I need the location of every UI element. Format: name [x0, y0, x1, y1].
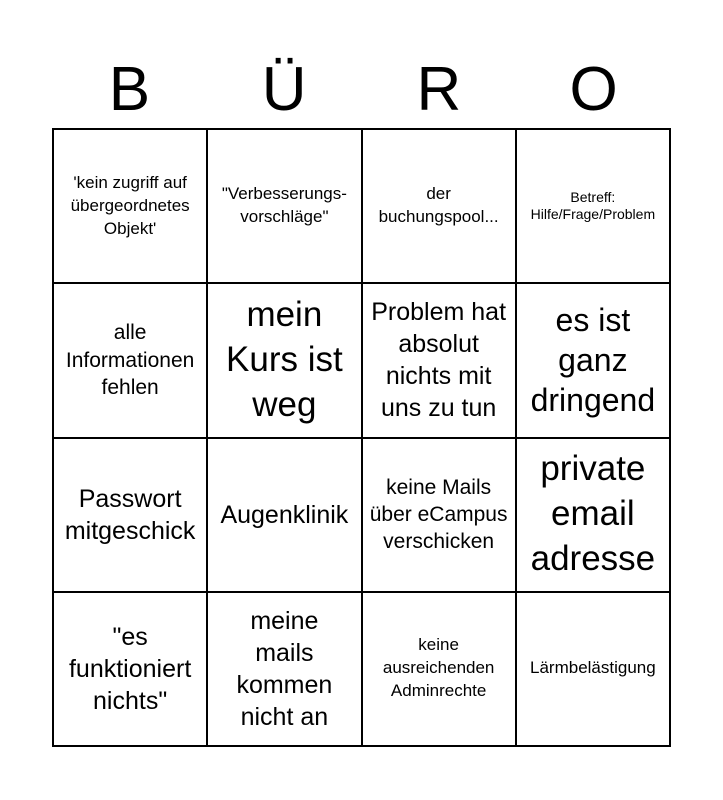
- header-letter-u: Ü: [261, 55, 307, 124]
- bingo-cell[interactable]: [208, 130, 362, 284]
- bingo-grid: [52, 128, 671, 747]
- bingo-cell[interactable]: [517, 439, 671, 593]
- header-letter-o: O: [569, 55, 618, 124]
- bingo-cell-text: es ist ganz dringend: [530, 302, 656, 419]
- header-letter-b: B: [108, 55, 151, 124]
- bingo-cell[interactable]: [54, 593, 208, 747]
- bingo-cell[interactable]: [363, 439, 517, 593]
- bingo-cell-text: Passwort mitgeschick: [64, 484, 196, 545]
- bingo-cell[interactable]: [517, 130, 671, 284]
- bingo-cell[interactable]: [208, 593, 362, 747]
- bingo-cell[interactable]: [363, 130, 517, 284]
- bingo-cell-text: Lärmbelästigung: [530, 658, 656, 678]
- bingo-cell-text: alle Informationen fehlen: [65, 321, 195, 400]
- bingo-cell[interactable]: [517, 593, 671, 747]
- bingo-cell-text: 'kein zugriff auf übergeordnetes Objekt': [70, 172, 190, 238]
- bingo-cell[interactable]: [517, 284, 671, 438]
- bingo-header: [52, 52, 671, 128]
- header-letter-r: R: [416, 55, 462, 124]
- bingo-cell-text: Betreff: Hilfe/Frage/Problem: [530, 189, 656, 223]
- bingo-cell-text: private email adresse: [530, 449, 656, 579]
- bingo-cell-text: Problem hat absolut nichts mit uns zu tun: [371, 298, 507, 423]
- bingo-cell[interactable]: [54, 130, 208, 284]
- bingo-cell-text: keine Mails über eCampus verschicken: [369, 475, 508, 554]
- bingo-cell-text: keine ausreichenden Adminrechte: [382, 635, 495, 701]
- bingo-cell-text: Augenklinik: [220, 500, 349, 529]
- bingo-cell[interactable]: [54, 439, 208, 593]
- bingo-cell-text: der buchungspool...: [378, 184, 499, 227]
- bingo-cell-text: meine mails kommen nicht an: [236, 606, 333, 731]
- bingo-cell[interactable]: [208, 284, 362, 438]
- bingo-cell-text: mein Kurs ist weg: [226, 295, 343, 424]
- bingo-cell-text: "Verbesserungs-vorschläge": [221, 184, 347, 227]
- bingo-cell[interactable]: [363, 284, 517, 438]
- bingo-cell[interactable]: [208, 439, 362, 593]
- bingo-cell[interactable]: [54, 284, 208, 438]
- bingo-cell-text: "es funktioniert nichts": [68, 622, 192, 715]
- bingo-cell[interactable]: [363, 593, 517, 747]
